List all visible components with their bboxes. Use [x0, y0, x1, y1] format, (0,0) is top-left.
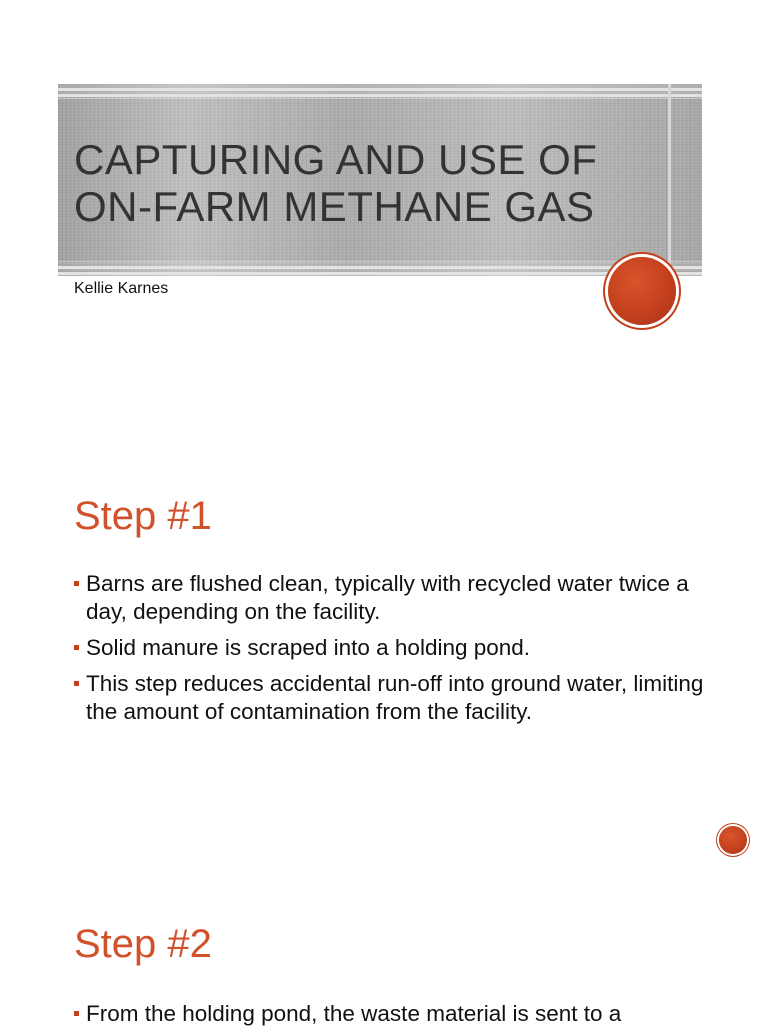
- step1-bullet-1-text: Barns are flushed clean, typically with recycled water twice a day, depending on the facility.: [86, 571, 689, 624]
- bullet-marker: [74, 645, 79, 650]
- step2-bullet-list: [74, 1000, 754, 1036]
- step2-heading: Step #2: [74, 922, 212, 966]
- decorative-circle-small: [719, 826, 747, 854]
- banner-bottom-stripe: [58, 266, 702, 269]
- bullet-marker: [74, 581, 79, 586]
- step1-bullet-3-text: This step reduces accidental run-off into ground water, limiting the amount of contamination from the facility.: [86, 671, 704, 724]
- step1-bullet-2-text: Solid manure is scraped into a holding pond.: [86, 635, 531, 660]
- step1-heading: Step #1: [74, 494, 212, 538]
- slide-title: [74, 136, 684, 230]
- step1-bullet-3: [74, 670, 714, 726]
- slide-title-line-2: ON-FARM METHANE GAS: [74, 183, 595, 230]
- step2-bullet-1-text: From the holding pond, the waste material is sent to a: [86, 1001, 622, 1026]
- banner-bottom-stripe-2: [58, 272, 702, 275]
- bullet-marker: [74, 681, 79, 686]
- bullet-marker: [74, 1011, 79, 1016]
- step1-bullet-2: [74, 634, 714, 662]
- author-name: Kellie Karnes: [74, 280, 169, 297]
- banner-top-stripe-2: [58, 94, 702, 97]
- decorative-circle: [608, 257, 676, 325]
- step1-bullet-1: [74, 570, 714, 626]
- step1-bullet-list: [74, 570, 714, 734]
- banner-top-stripe: [58, 88, 702, 91]
- slide-title-line-1: CAPTURING AND USE OF: [74, 136, 598, 183]
